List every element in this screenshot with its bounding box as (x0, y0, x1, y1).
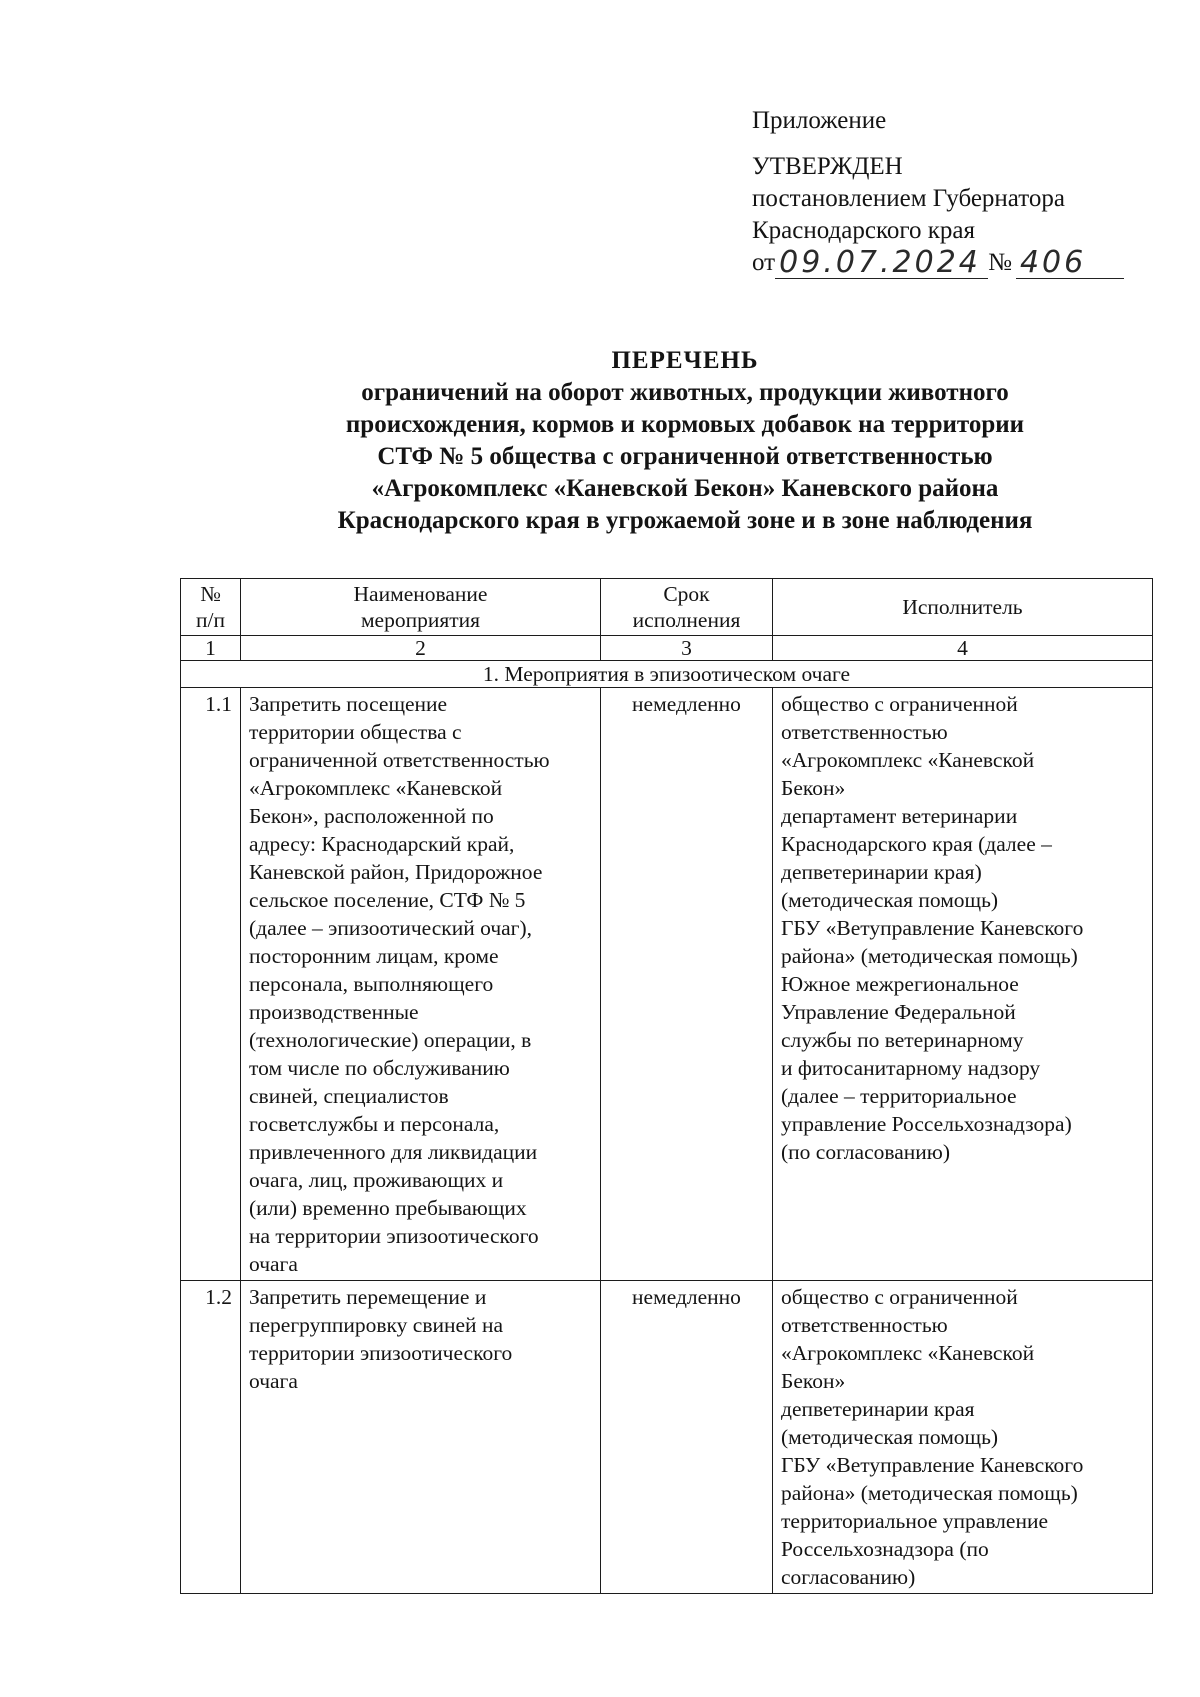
header-measure: Наименование мероприятия (241, 579, 601, 636)
date-prefix: от (752, 249, 776, 276)
title-line: ограничений на оборот животных, продукции животного (361, 379, 1009, 406)
header-executor: Исполнитель (773, 579, 1153, 636)
table-row (181, 688, 1153, 1281)
measures-table (180, 578, 1153, 1594)
approval-block (752, 105, 1172, 279)
row-number: 1.1 (181, 688, 241, 1281)
row-deadline: немедленно (601, 1281, 773, 1594)
column-number: 4 (773, 636, 1153, 661)
title-main: ПЕРЕЧЕНЬ (611, 347, 759, 374)
header-number: № п/п (181, 579, 241, 636)
handwritten-number: 406 (1016, 248, 1124, 279)
approval-line-1: постановлением Губернатора (752, 185, 1065, 212)
section-title: 1. Мероприятия в эпизоотическом очаге (181, 661, 1153, 688)
row-number: 1.2 (181, 1281, 241, 1594)
title-line: СТФ № 5 общества с ограниченной ответственностью (377, 443, 993, 470)
title-line: происхождения, кормов и кормовых добавок на территории (345, 411, 1025, 438)
title-line: Краснодарского края в угрожаемой зоне и в зоне наблюдения (337, 507, 1033, 534)
approved-label: УТВЕРЖДЕН (752, 153, 903, 180)
row-deadline: немедленно (601, 688, 773, 1281)
number-prefix: № (988, 249, 1012, 276)
approval-date-line (752, 247, 1172, 279)
section-row (181, 661, 1153, 688)
table-header-row (181, 579, 1153, 636)
table-row (181, 1281, 1153, 1594)
row-executor: общество с ограниченной ответственностью «Агрокомплекс «Каневской Бекон» депветеринарии края (методическая помощь) ГБУ «Ветуправление Каневского района» (методическая помощь) территориальное управление Россельхознадзора (по согласованию) (773, 1281, 1153, 1594)
row-executor: общество с ограниченной ответственностью «Агрокомплекс «Каневской Бекон» департамент ветеринарии Краснодарского края (далее – депветеринарии края) (методическая помощь) ГБУ «Ветуправление Каневского района» (методическая помощь) Южное межрегиональное Управление Федеральной службы по ветеринарному и фитосанитарному надзору (далее – территориальное управление Россельхознадзора) (по согласованию) (773, 688, 1153, 1281)
row-measure: Запретить посещение территории общества с ограниченной ответственностью «Агрокомплекс «Каневской Бекон», расположенной по адресу: Краснодарский край, Каневской район, Придорожное сельское поселение, СТФ № 5 (далее – эпизоотический очаг), посторонним лицам, кроме персонала, выполняющего производственные (технологические) операции, в том числе по обслуживанию свиней, специалистов госветслужбы и персонала, привлеченного для ликвидации очага, лиц, проживающих и (или) временно пребывающих на территории эпизоотического очага (241, 688, 601, 1281)
approval-line-2: Краснодарского края (752, 217, 975, 244)
row-measure: Запретить перемещение и перегруппировку свиней на территории эпизоотического очага (241, 1281, 601, 1594)
handwritten-date: 09.07.2024 (775, 248, 988, 279)
appendix-label: Приложение (752, 107, 887, 134)
column-number: 3 (601, 636, 773, 661)
column-number: 1 (181, 636, 241, 661)
document-title (150, 345, 1200, 537)
column-number: 2 (241, 636, 601, 661)
title-line: «Агрокомплекс «Каневской Бекон» Каневского района (371, 475, 999, 502)
header-deadline: Срок исполнения (601, 579, 773, 636)
column-number-row (181, 636, 1153, 661)
